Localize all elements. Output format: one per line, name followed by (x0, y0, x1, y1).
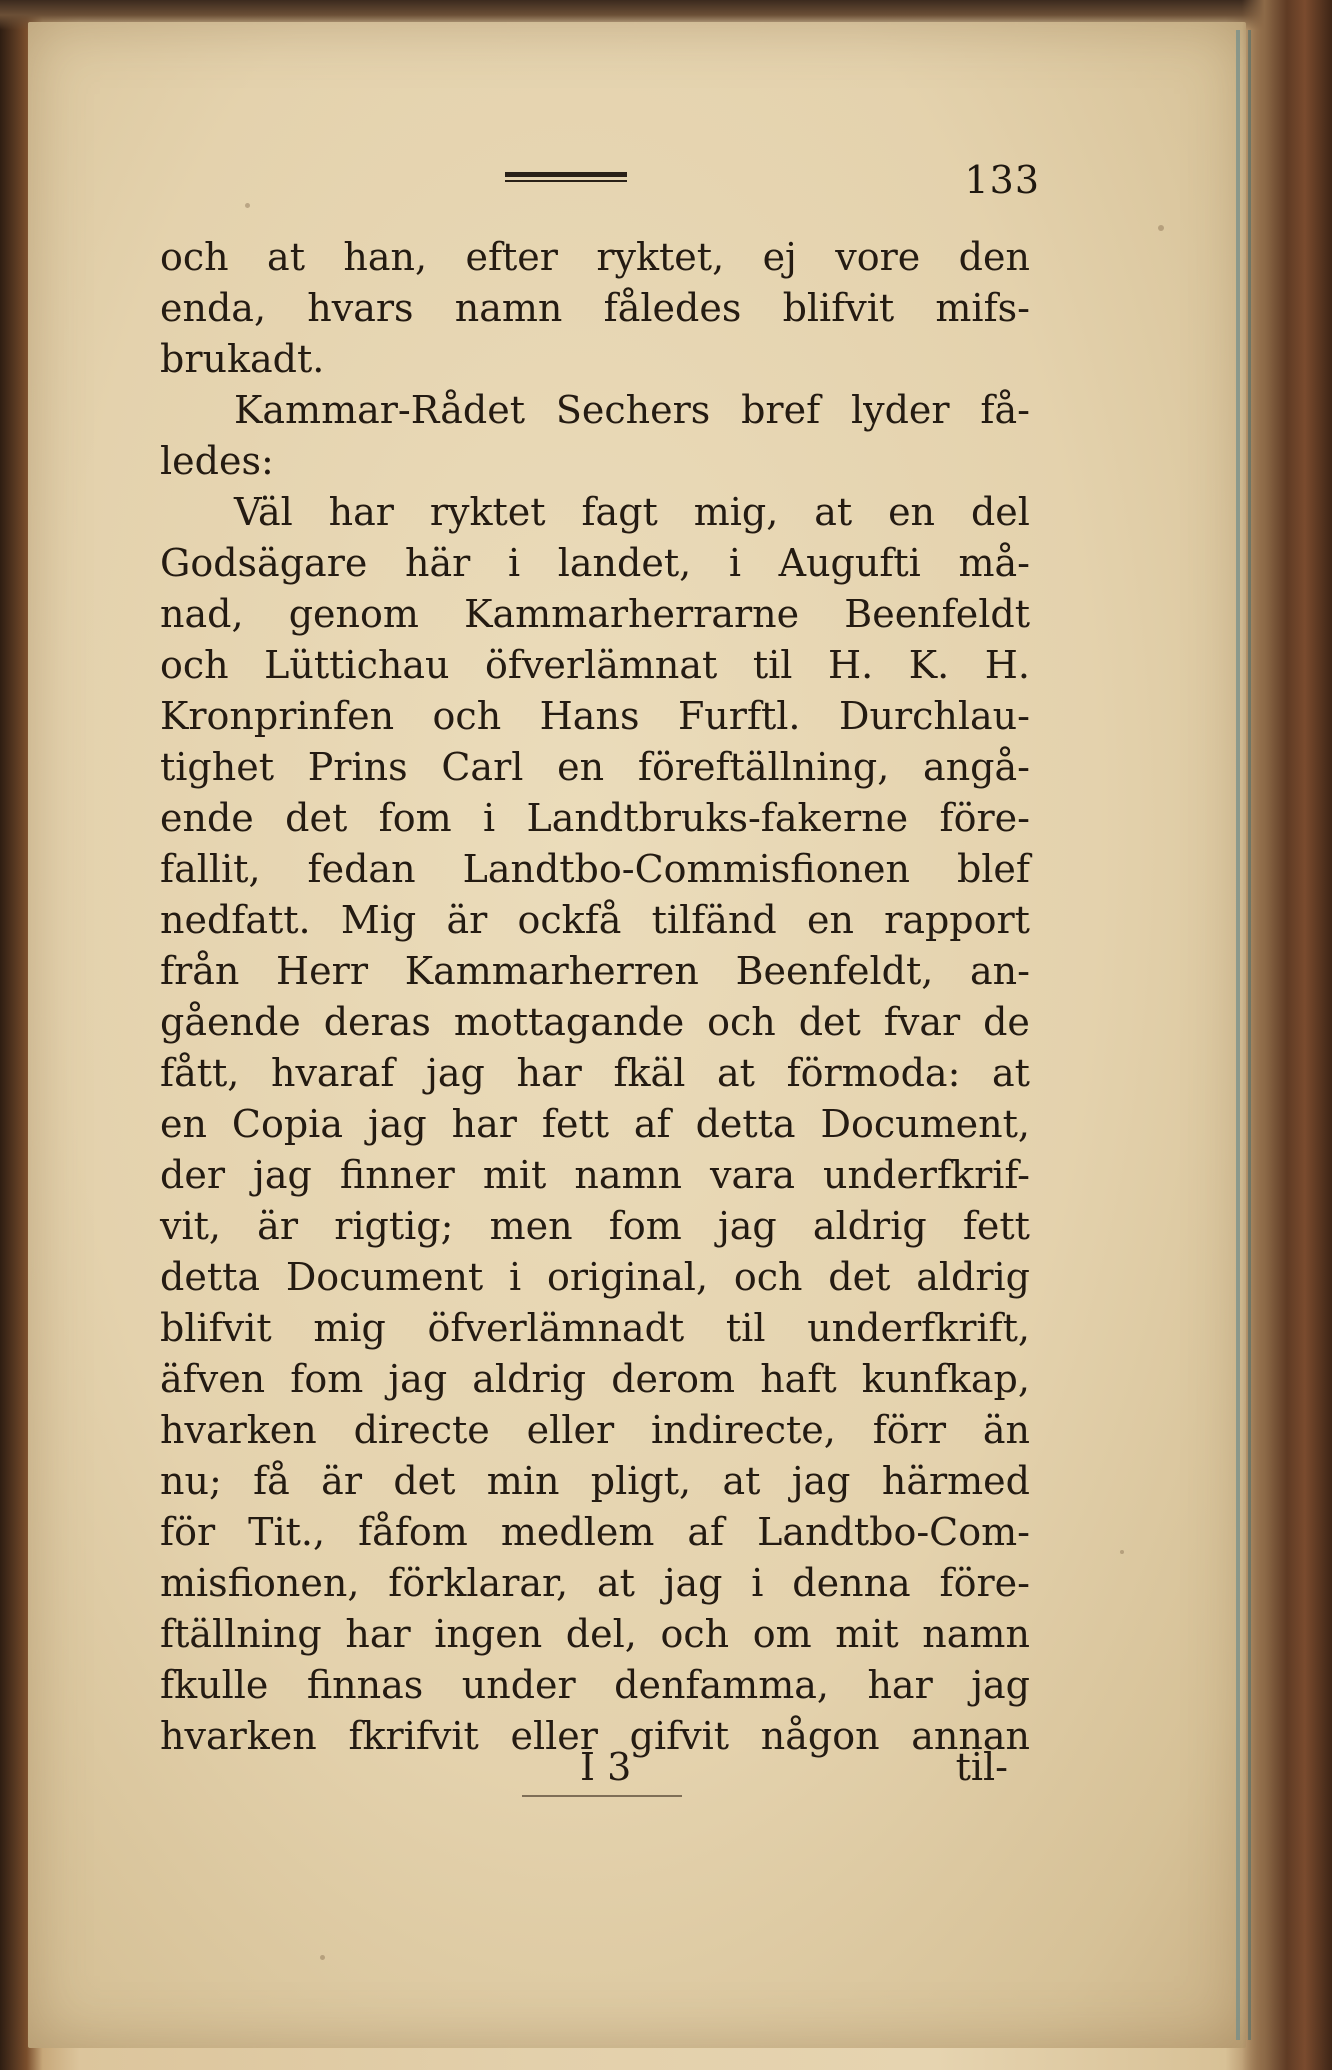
ornament-thick-bar (505, 172, 627, 177)
paper-speck (1120, 1550, 1124, 1554)
catchword: til- (955, 1745, 1008, 1789)
text-line: från Herr Kammarherren Beenfeldt, an- (160, 949, 1030, 993)
text-line: fkulle finnas under denfamma, har jag (160, 1663, 1030, 1707)
text-line: en Copia jag har fett af detta Document, (160, 1102, 1030, 1146)
text-line: blifvit mig öfverlämnadt til underfkrift, (160, 1306, 1030, 1350)
text-line: der jag finner mit namn vara underfkrif- (160, 1153, 1030, 1197)
ornament-thin-bar (505, 180, 627, 182)
paper-speck (1158, 225, 1164, 231)
text-line: brukadt. (160, 337, 325, 381)
text-line: nad, genom Kammarherrarne Beenfeldt (160, 592, 1030, 636)
text-line: nu; få är det min pligt, at jag härmed (160, 1459, 1030, 1503)
text-line: Väl har ryktet fagt mig, at en del (234, 490, 1030, 534)
text-line: och at han, efter ryktet, ej vore den (160, 235, 1030, 279)
signature-mark: I 3 (580, 1745, 632, 1789)
header-ornament-rule (505, 172, 627, 184)
text-line: ftällning har ingen del, och om mit namn (160, 1612, 1030, 1656)
page-edge-rule (1236, 30, 1240, 2040)
text-line: nedfatt. Mig är ockfå tilfänd en rapport (160, 898, 1030, 942)
book-binding-edge (1242, 0, 1332, 2070)
page-footer (160, 1745, 1030, 1805)
signature-underline (522, 1795, 682, 1797)
text-line: och Lüttichau öfverlämnat til H. K. H. (160, 643, 1030, 687)
text-line: vit, är rigtig; men fom jag aldrig fett (160, 1204, 1030, 1248)
page-edge-rule-inner (1248, 30, 1251, 2040)
text-line: misfionen, förklarar, at jag i denna före- (160, 1561, 1030, 1605)
text-line: ende det fom i Landtbruks-fakerne före- (160, 796, 1030, 840)
text-line: fallit, fedan Landtbo-Commisfionen blef (160, 847, 1030, 891)
text-line: enda, hvars namn fåledes blifvit mifs- (160, 286, 1030, 330)
text-line: gående deras mottagande och det fvar de (160, 1000, 1030, 1044)
text-line: ledes: (160, 439, 274, 483)
text-line: äfven fom jag aldrig derom haft kunfkap, (160, 1357, 1030, 1401)
paper-speck (245, 203, 250, 208)
text-line: Kammar-Rådet Sechers bref lyder få- (234, 388, 1030, 432)
text-line: hvarken directe eller indirecte, förr än (160, 1408, 1030, 1452)
text-line: hvarken fkrifvit eller gifvit någon annan (160, 1714, 1030, 1758)
text-line: detta Document i original, och det aldrig (160, 1255, 1030, 1299)
body-text (160, 232, 1030, 1762)
text-line: tighet Prins Carl en föreftällning, angå- (160, 745, 1030, 789)
paper-speck (320, 1955, 325, 1960)
text-line: Godsägare här i landet, i Augufti må- (160, 541, 1030, 585)
text-line: Kronprinfen och Hans Furftl. Durchlau- (160, 694, 1030, 738)
text-line: för Tit., fåfom medlem af Landtbo-Com- (160, 1510, 1030, 1554)
page-number: 133 (964, 158, 1040, 202)
text-line: fått, hvaraf jag har fkäl at förmoda: at (160, 1051, 1030, 1095)
